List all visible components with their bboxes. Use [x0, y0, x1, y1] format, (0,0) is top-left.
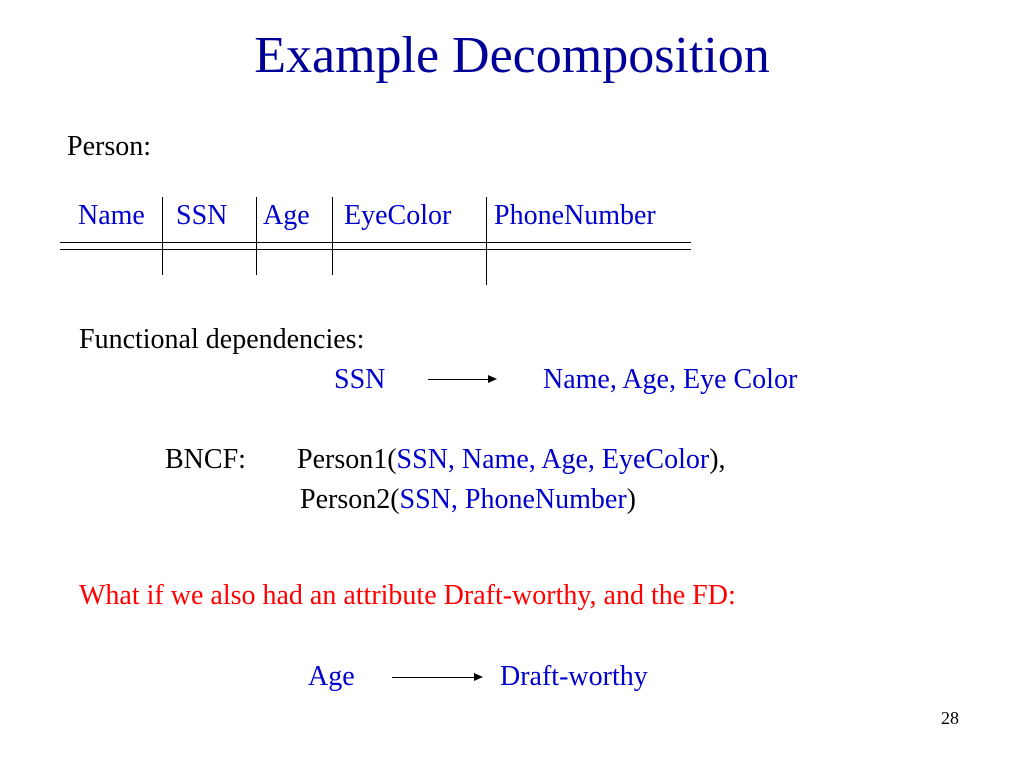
fd-arrow [428, 379, 488, 380]
column-name: Name [78, 200, 145, 231]
question-fd-arrow-head [474, 673, 483, 681]
relation-name: Person: [67, 131, 151, 162]
page-number: 28 [941, 708, 959, 728]
fd-lhs: SSN [334, 364, 386, 395]
fd-rhs: Name, Age, Eye Color [543, 364, 798, 395]
table-rule-bottom [60, 249, 691, 250]
question-fd-arrow [392, 677, 474, 678]
column-divider [162, 197, 163, 275]
column-divider [256, 197, 257, 275]
fd-heading: Functional dependencies: [79, 324, 365, 355]
question-fd-rhs: Draft-worthy [500, 661, 648, 692]
column-age: Age [263, 200, 310, 231]
column-divider [486, 197, 487, 285]
draft-worthy-question: What if we also had an attribute Draft-worthy, and the FD: [79, 580, 736, 611]
column-eyecolor: EyeColor [344, 200, 452, 231]
table-rule-top [60, 242, 691, 243]
column-phonenumber: PhoneNumber [494, 200, 656, 231]
column-ssn: SSN [176, 200, 228, 231]
bcnf-label: BNCF: [165, 444, 246, 475]
slide-title: Example Decomposition [254, 27, 770, 84]
bcnf-relation-person2: Person2(SSN, PhoneNumber) [300, 484, 636, 515]
column-divider [332, 197, 333, 275]
bcnf-relation-person1: Person1(SSN, Name, Age, EyeColor), [297, 444, 726, 475]
question-fd-lhs: Age [308, 661, 355, 692]
fd-arrow-head [488, 375, 497, 383]
